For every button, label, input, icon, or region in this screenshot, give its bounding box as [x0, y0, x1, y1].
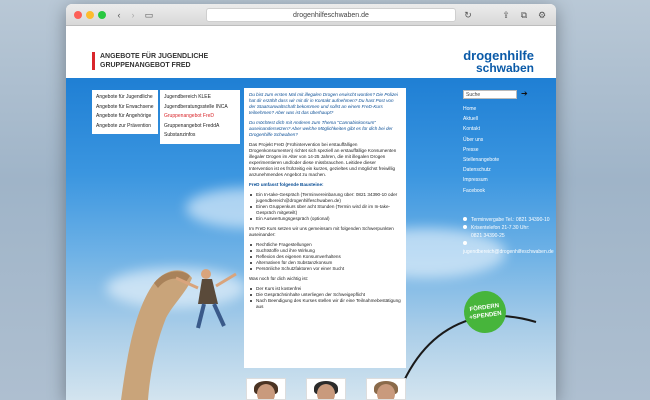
badge-line1: FÖRDERN — [469, 303, 500, 314]
main-text — [244, 88, 406, 368]
sub-menu-item[interactable]: Jugendberatungsstelle INCA — [164, 103, 228, 110]
staff-photo — [306, 378, 346, 400]
back-icon[interactable]: ‹ — [117, 10, 121, 20]
sub-menu — [160, 90, 240, 144]
browser-window — [66, 4, 556, 400]
left-menu — [92, 90, 158, 134]
browser-toolbar — [66, 4, 556, 26]
list-item: Alternativen für den Substanzkonsum — [249, 260, 401, 266]
sub-menu-item[interactable]: Jugendbereich KLEE — [164, 94, 211, 100]
reload-icon[interactable]: ↻ — [464, 10, 472, 20]
rock-pillar-shape — [121, 270, 192, 400]
url-text: drogenhilfeschwaben.de — [293, 12, 369, 19]
face-shape — [317, 384, 335, 400]
face-shape — [377, 384, 395, 400]
phone-icon — [463, 217, 467, 221]
left-menu-item[interactable]: Angebote für Erwachsene — [96, 103, 154, 110]
list-item: Ein Auswertungsgespräch (optional) — [249, 216, 401, 222]
wichtig-list — [249, 286, 401, 310]
contact-email[interactable]: jugendbereich@drogenhilfeschwaben.de — [463, 249, 554, 255]
schwerpunkte-list — [249, 242, 401, 272]
nav-item[interactable]: Aktuell — [463, 116, 479, 123]
phone-icon — [463, 225, 467, 229]
nav-item[interactable]: Datenschutz — [463, 167, 491, 174]
body-paragraph: Was noch für dich wichtig ist: — [249, 276, 309, 281]
climber-leg-shape — [198, 304, 204, 328]
sub-menu-item-active[interactable]: Gruppenangebot FreD — [164, 113, 215, 119]
contact-info — [463, 216, 556, 256]
nav-item[interactable]: Stellenangebote — [463, 157, 500, 164]
logo-line1: drogenhilfe — [463, 48, 534, 63]
nav-item[interactable]: Über uns — [463, 136, 484, 143]
list-item: Ein In-take-Gespräch (Terminvereinbarung über: 0821 34390-10 oder jugendbereich@drogenhilfeschwaben.de) — [249, 192, 401, 204]
minimize-window-button[interactable] — [86, 11, 94, 19]
list-item: Der Kurs ist kostenfrei — [249, 286, 401, 292]
body-paragraph: Das Projekt FreD (Frühintervention bei erstauffälligen Drogenkonsumenten) richtet sich speziell an erstauffällige Konsumenten illegaler Drogen im Alter von 14-25 Jahren, die mit illegalen Drogen experimentieren und/oder diese missbrauchen. Leitidee dieser Intervention ist es frühzeitig ein kurzes, gezieltes und möglichst freiwillig anzunehmendes Angebot zu machen. — [249, 142, 397, 177]
web-page — [66, 26, 556, 400]
list-item: Einen Gruppenkurs über acht Stunden (Termin wird dir im In-take-Gespräch mitgeteilt) — [249, 204, 401, 216]
list-item: Rechtliche Fragestellungen — [249, 242, 401, 248]
site-logo[interactable] — [463, 50, 534, 74]
climber-head-shape — [201, 269, 211, 279]
close-window-button[interactable] — [74, 11, 82, 19]
share-icon[interactable]: ⇪ — [502, 10, 510, 20]
page-title — [92, 52, 208, 70]
page-title-line2: GRUPPENANGEBOT FRED — [100, 62, 191, 69]
mail-icon — [463, 241, 467, 245]
badge-line2: +SPENDEN — [469, 310, 503, 322]
tabs-icon[interactable]: ⧉ — [520, 10, 528, 20]
page-title-line1: ANGEBOTE FÜR JUGENDLICHE — [100, 53, 209, 60]
staff-photo — [246, 378, 286, 400]
nav-item[interactable]: Facebook — [463, 187, 485, 194]
climber-arm-shape — [216, 274, 236, 286]
left-menu-item[interactable]: Angebote zur Prävention — [96, 122, 152, 129]
left-menu-item[interactable]: Angebote für Angehörige — [96, 113, 152, 119]
list-item: Die Gesprächsinhalte unterliegen der Schweigepflicht — [249, 292, 401, 298]
contact-crisis: Krisentelefon 21-7.30 Uhr: — [471, 225, 530, 231]
search-arrow-icon[interactable]: ➔ — [521, 89, 528, 98]
staff-photo — [366, 378, 406, 400]
logo-line2: schwaben — [475, 61, 534, 75]
climber-leg-shape — [214, 304, 224, 326]
bausteine-list — [249, 192, 401, 222]
intro-paragraph: Du möchtest dich mit Anderen zum Thema "Cannabiskonsum" auseinandersetzen? Aber welche Möglichkeiten gibt es für dich bei der Drogenhilfe Schwaben? — [249, 120, 393, 137]
intro-paragraph: Du bist zum ersten Mal mit illegalen Drogen erwischt worden? Die Polizei hat dir erzählt dass wir mit dir in Kontakt aufnehmen? Du hast Post von der Staatsanwaltschaft bekommen und sollst an einem FreD-Kurs teilnehmen? Aber was ist das überhaupt? — [249, 92, 398, 115]
section-heading: FreD umfasst folgende Bausteine: — [249, 182, 324, 187]
search-input[interactable]: Suche — [463, 90, 517, 99]
sub-menu-item[interactable]: Gruppenangebot FreddA — [164, 122, 220, 129]
sub-menu-item[interactable]: Substanzinfos — [164, 132, 196, 138]
nav-item[interactable]: Home — [463, 106, 477, 112]
climber-body-shape — [198, 279, 218, 304]
nav-item[interactable]: Kontakt — [463, 126, 480, 133]
maximize-window-button[interactable] — [98, 11, 106, 19]
forward-icon[interactable]: › — [131, 10, 135, 20]
left-menu-item[interactable]: Angebote für Jugendliche — [96, 94, 153, 100]
list-item: Suchtstoffe und ihre Wirkung — [249, 248, 401, 254]
list-item: Reflexion des eigenen Konsumverhaltens — [249, 254, 401, 260]
list-item: Persönliche Schutzfaktoren vor einer Sucht — [249, 266, 401, 272]
contact-phone[interactable]: Terminvergabe Tel.: 0821 34390-10 — [471, 217, 550, 223]
nav-item[interactable]: Impressum — [463, 177, 488, 184]
body-paragraph: Im FreD Kurs setzen wir uns gemeinsam mit folgenden Schwerpunkten auseinander: — [249, 226, 394, 237]
list-item: Nach Beendigung des Kurses stellen wir dir eine Teilnahmebestätigung aus — [249, 298, 401, 310]
face-shape — [257, 384, 275, 400]
contact-crisis-number[interactable]: 0821 34390-25 — [471, 233, 505, 239]
nav-item[interactable]: Presse — [463, 146, 479, 153]
extension-icon[interactable]: ⚙ — [537, 10, 547, 20]
sidebar-icon[interactable]: ▭ — [144, 10, 154, 20]
right-nav — [463, 104, 499, 196]
url-bar[interactable] — [206, 8, 456, 22]
rope-curve-shape — [396, 316, 536, 400]
